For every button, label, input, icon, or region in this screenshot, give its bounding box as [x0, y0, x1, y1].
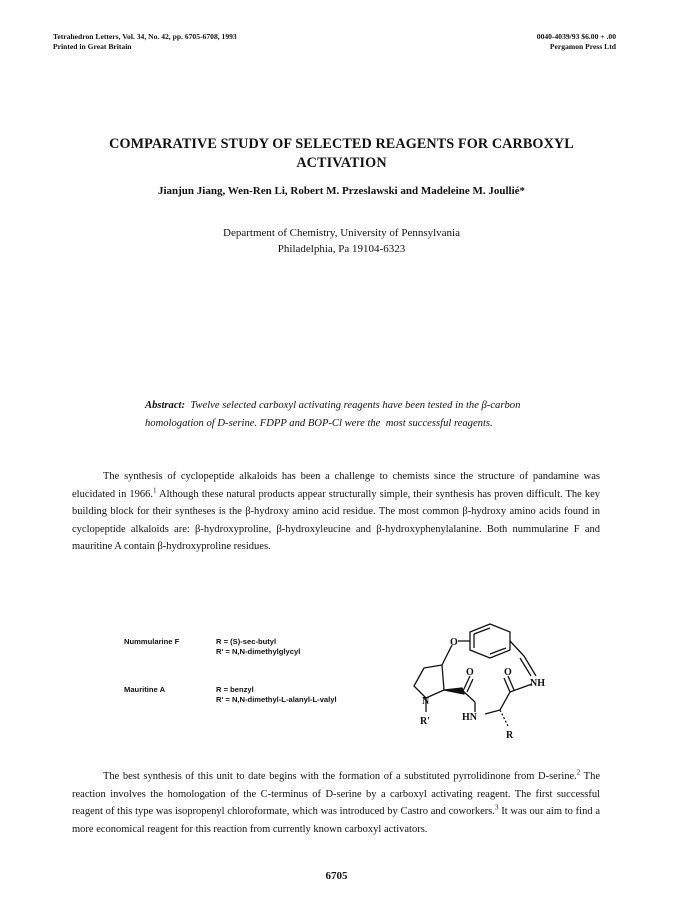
author-list: Jianjun Jiang, Wen-Ren Li, Robert M. Przeslawski and Madeleine M. Joullié* [157, 185, 526, 197]
title-line-1: COMPARATIVE STUDY OF SELECTED REAGENTS FOR CARBOXYL [109, 136, 574, 152]
r-prime-label: R' [420, 716, 430, 727]
paragraph-2-text-c: It was our aim to find a more economical reagent for this reaction from currently known carboxyl activators. [72, 806, 600, 835]
hn-label: HN [462, 712, 477, 723]
affiliation-line-2: Philadelphia, Pa 19104-6323 [277, 243, 406, 255]
paragraph-1-text-a: The synthesis of cyclopeptide alkaloids has been a challenge to chemists since the structure of pandamine was elucidated in 1966. [72, 471, 600, 500]
abstract-text-b: most successful reagents. [385, 418, 493, 429]
compound-1-r: R = (S)-sec-butyl [216, 637, 277, 646]
r-label: R [506, 730, 514, 741]
paragraph-2-text-a: The best synthesis of this unit to date begins with the formation of a substituted pyrrolidinone from D-serine. [103, 771, 577, 782]
affiliation-line-1: Department of Chemistry, University of Pennsylvania [223, 227, 460, 239]
reference-2: 2 [576, 768, 581, 777]
journal-code [537, 32, 616, 52]
paper-title [90, 135, 593, 173]
reference-1: 1 [153, 486, 157, 495]
publisher-line: Pergamon Press Ltd [549, 42, 616, 51]
affiliation [60, 225, 623, 257]
abstract-text-a: Twelve selected carboxyl activating reagents have been tested in the β-carbon homologation of D-serine. FDPP and BOP-Cl were the [145, 400, 521, 429]
paragraph-1-text-b: Although these natural products appear structurally simple, their synthesis has proven difficult. The key building block for their syntheses is the β-hydroxy amino acid residue. The most common β-hydroxy amino acids found in cyclopeptide alkaloids are: β-hydroxyproline, β-hydroxyleucine and β-hydroxyphenylalanine. Both nummularine F and mauritine A contain β-hydroxyproline residues. [72, 488, 600, 553]
title-line-2: ACTIVATION [296, 155, 387, 171]
abstract-label: Abstract: [145, 400, 186, 411]
body-paragraph-1 [72, 468, 600, 556]
issn-price-line: 0040-4039/93 $6.00 + .00 [536, 32, 616, 41]
compound-name-2: Mauritine A [124, 685, 166, 694]
compound-1-r-prime: R' = N,N-dimethylglycyl [216, 647, 301, 656]
citation-line: Tetrahedron Letters, Vol. 34, No. 42, pp. 6705-6708, 1993 [53, 32, 237, 41]
nh-label: NH [530, 678, 545, 689]
compound-name-1: Nummularine F [124, 637, 180, 646]
abstract [145, 397, 565, 433]
paragraph-2-text-b: The reaction involves the homologation of the C-terminus of D-serine by a carboxyl activating reagent. The first successful reagent of this type was isopropenyl chloroformate, which was introduced by Castro and coworkers. [72, 771, 600, 818]
pyrrolidine-ring [414, 665, 444, 698]
printed-in-line: Printed in Great Britain [53, 42, 132, 51]
amide-oxygen-label: O [504, 667, 512, 678]
carbonyl-oxygen-label: O [466, 667, 474, 678]
compound-2-r-prime: R' = N,N-dimethyl-L-alanyl-L-valyl [216, 695, 337, 704]
compound-2-r: R = benzyl [216, 685, 254, 694]
body-paragraph-2 [72, 768, 600, 838]
benzene-ring [470, 624, 510, 658]
cyclopeptide-structure [400, 620, 570, 780]
ether-oxygen-label: O [450, 637, 458, 648]
page-number: 6705 [325, 870, 348, 882]
journal-citation [53, 32, 237, 52]
pyrrolidine-n-label: N [422, 696, 430, 707]
reference-3: 3 [495, 803, 499, 812]
